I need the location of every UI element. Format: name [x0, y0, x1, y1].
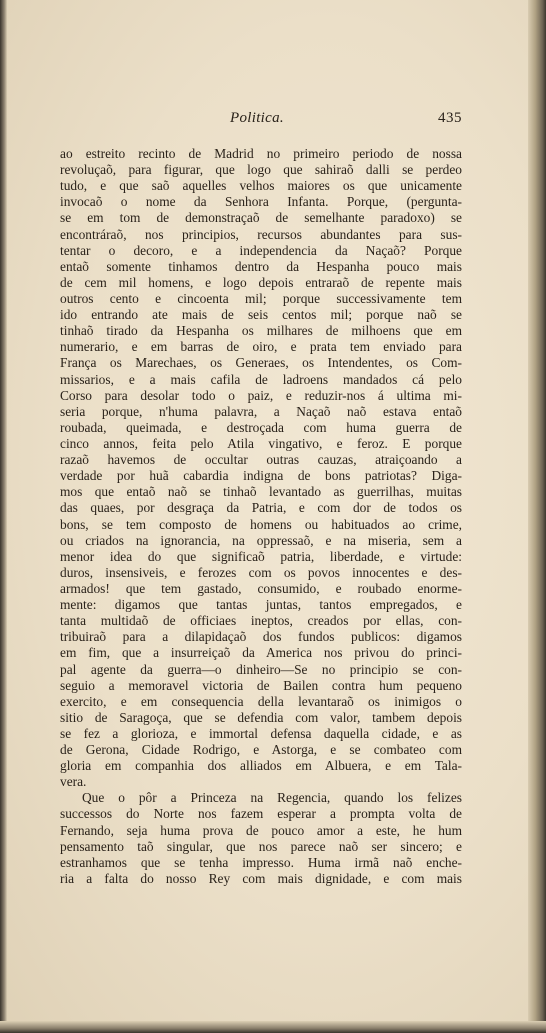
page-right-edge: [528, 0, 546, 1033]
text-line: ido entrando ate mais de seis centos mil; porque naõ se: [60, 307, 462, 323]
text-line: Corso para desolar todo o paiz, e reduzir-nos á ultima mi-: [60, 387, 462, 403]
text-line: tinhaõ tirado da Hespanha os milhares de milhoens que em: [60, 323, 462, 339]
text-line: roubada, queimada, e destroçada com huma guerra de: [60, 419, 462, 435]
text-line: França os Marechaes, os Generaes, os Intendentes, os Com-: [60, 355, 462, 371]
text-line: tanta multidaõ de officiaes ineptos, creados por ellas, con-: [60, 613, 462, 629]
page-number: 435: [438, 110, 462, 126]
text-line: razaõ havemos de occultar outras cauzas, atraiçoando a: [60, 452, 462, 468]
text-line: ou criados na ignorancia, na oppressaõ, e na miseria, sem a: [60, 532, 462, 548]
text-line: revoluçaõ, para figurar, que logo que sahiraõ dalli se perdeo: [60, 162, 462, 178]
text-line: entaõ somente tinhamos dentro da Hespanha pouco mais: [60, 258, 462, 274]
text-line: armados! que tem gastado, consumido, e roubado enorme-: [60, 580, 462, 596]
text-line: verdade por huã cabardia indigna de bons patriotas? Diga-: [60, 468, 462, 484]
text-line: outros cento e cincoenta mil; porque successivamente tem: [60, 290, 462, 306]
text-line: das quaes, por desgraça da Patria, e com dor de todos os: [60, 500, 462, 516]
text-line: tudo, e que saõ aquelles velhos maiores os que unicamente: [60, 178, 462, 194]
paragraph-1: [60, 146, 462, 790]
text-line: seguio a memoravel victoria de Bailen contra hum pequeno: [60, 677, 462, 693]
text-line: estranhamos que se tenha impresso. Huma irmã naõ enche-: [60, 854, 462, 870]
text-line: gloria em companhia dos alliados em Albuera, e em Tala-: [60, 758, 462, 774]
text-line: ao estreito recinto de Madrid no primeiro periodo de nossa: [60, 146, 462, 161]
text-line: ria a falta do nosso Rey com mais dignidade, e com mais: [60, 870, 462, 886]
text-line: bons, se tem composto de homens ou habituados ao crime,: [60, 516, 462, 532]
page-bottom-edge: [0, 1021, 546, 1033]
text-line: mente: digamos que tantas juntas, tantos empregados, e: [60, 597, 462, 613]
text-line: successos do Norte nos fazem esperar a prompta volta de: [60, 806, 462, 822]
text-line: pal agente da guerra—o dinheiro—Se no principio se con-: [60, 661, 462, 677]
text-line: de Gerona, Cidade Rodrigo, e Astorga, e se combateo com: [60, 742, 462, 758]
text-line: tribuiraõ para a dilapidaçaõ dos fundos publicos: digamos: [60, 629, 462, 645]
page-left-edge: [0, 0, 7, 1033]
text-line: vera.: [60, 774, 87, 790]
page-header: [60, 110, 462, 130]
text-line: pensamento taõ singular, que nos parece naõ ser sincero; e: [60, 838, 462, 854]
text-line: Fernando, seja huma prova de pouco amor a este, he hum: [60, 822, 462, 838]
text-line: cinco annos, feita pelo Atila vingativo, e feroz. E porque: [60, 435, 462, 451]
text-line: encontráraõ, nos principios, recursos abundantes para sus-: [60, 226, 462, 242]
text-line: se em tom de demonstraçaõ de semelhante paradoxo) se: [60, 210, 462, 226]
text-line: exercito, e em consequencia della levantaraõ os inimigos o: [60, 693, 462, 709]
text-line: menor idea do que significaõ patria, liberdade, e virtude:: [60, 548, 462, 564]
text-line: de cem mil homens, e logo depois entraraõ de repente mais: [60, 274, 462, 290]
text-line: invocaõ o nome da Senhora Infanta. Porque, (pergunta-: [60, 194, 462, 210]
text-line: se fez a glorioza, e immortal defensa daquella cidade, e as: [60, 725, 462, 741]
text-line: sitio de Saragoça, que se defendia com valor, tambem depois: [60, 709, 462, 725]
text-line: missarios, e a mais cafila de ladroens mandados cá pelo: [60, 371, 462, 387]
paragraph-2: [60, 790, 462, 887]
text-line: tentar o decoro, e a independencia da Naçaõ? Porque: [60, 242, 462, 258]
text-line: em fim, que a insurreiçaõ da America nos privou do princi-: [60, 645, 462, 661]
text-line: mos que entaõ naõ se tinhaõ levantado as guerrilhas, muitas: [60, 484, 462, 500]
text-line: Que o pôr a Princeza na Regencia, quando los felizes: [82, 790, 462, 806]
running-head: Politica.: [230, 110, 284, 126]
text-line: duros, insensiveis, e ferozes com os povos innocentes e des-: [60, 564, 462, 580]
body-text: [60, 146, 462, 887]
text-line: numerario, e em barras de oiro, e prata tem enviado para: [60, 339, 462, 355]
text-line: seria porque, n'huma palavra, a Naçaõ naõ estava entaõ: [60, 403, 462, 419]
